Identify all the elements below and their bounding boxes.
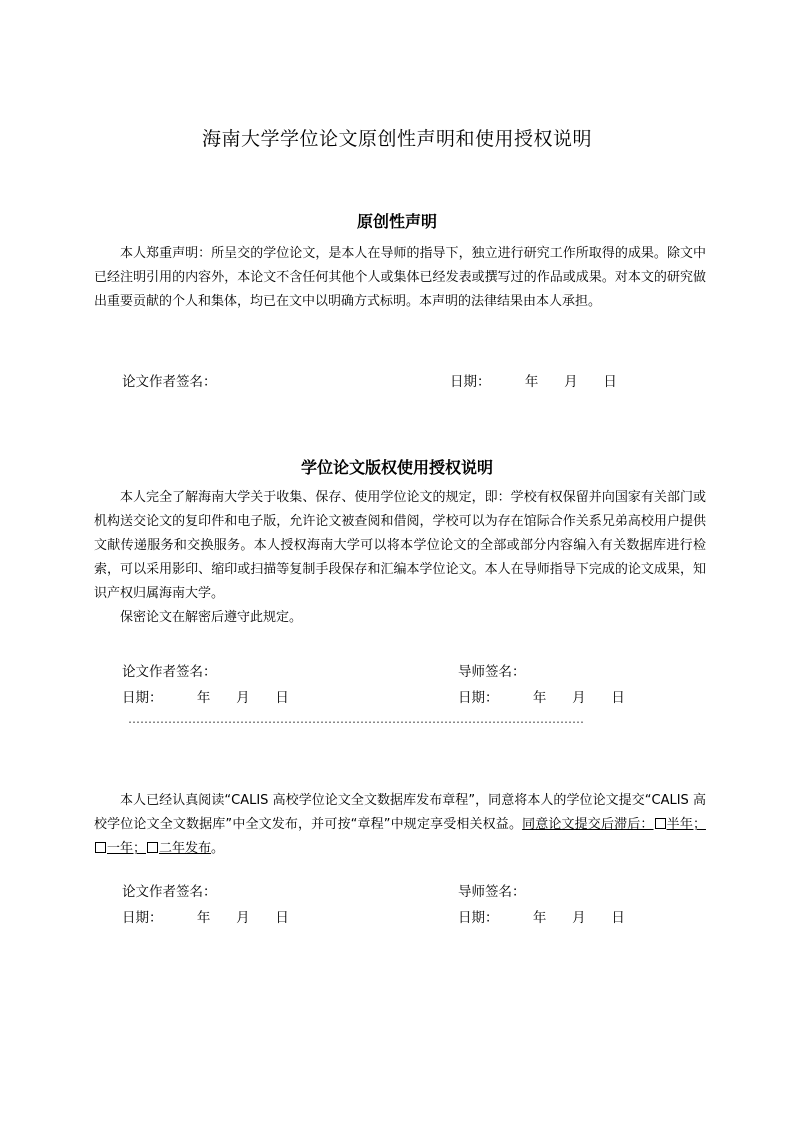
advisor-signature-label: 导师签名： <box>458 884 526 900</box>
option-one-year-label: 一年； <box>107 841 147 856</box>
author-signature-label: 论文作者签名： <box>122 884 217 900</box>
option-half-year-label: 半年； <box>666 817 706 832</box>
author-signature-label: 论文作者签名： <box>122 374 217 390</box>
document-title: 海南大学学位论文原创性声明和使用授权说明 <box>201 128 592 150</box>
advisor-date-line: 日期： 年 月 日 <box>458 690 625 706</box>
option-one-year-checkbox[interactable] <box>95 842 106 853</box>
advisor-signature-label: 导师签名： <box>458 664 526 680</box>
author-date-line: 日期： 年 月 日 <box>122 910 289 926</box>
confidential-note: 保密论文在解密后遵守此规定。 <box>120 610 303 625</box>
authorization-paragraph <box>94 486 706 630</box>
author-signature-label: 论文作者签名： <box>122 664 217 680</box>
originality-heading: 原创性声明 <box>356 212 437 231</box>
calis-end: 。 <box>211 841 225 856</box>
originality-paragraph <box>94 242 706 314</box>
author-date-line: 日期： 年 月 日 <box>122 690 289 706</box>
option-half-year-checkbox[interactable] <box>655 818 666 829</box>
divider-dots: …………………………………………………………………………………………………… <box>128 712 584 726</box>
advisor-date-line: 日期： 年 月 日 <box>458 910 625 926</box>
authorization-text: 本人完全了解海南大学关于收集、保存、使用学位论文的规定，即：学校有权保留并向国家有关部门或机构送交论文的复印件和电子版，允许论文被查阅和借阅，学校可以为存在馆际合作关系兄弟高校用户提供文献传递服务和交换服务。本人授权海南大学可以将本学位论文的全部或部分内容编入有关数据库进行检索，可以采用影印、缩印或扫描等复制手段保存和汇编本学位论文。本人在导师指导下完成的论文成果，知识产权归属海南大学。 <box>94 490 706 601</box>
option-two-year-checkbox[interactable] <box>147 842 158 853</box>
calis-text: 本人已经认真阅读“CALIS 高校学位论文全文数据库发布章程”，同意将本人的学位论文提交“CALIS 高校学位论文全文数据库”中全文发布，并可按“章程”中规定享受相关权益。 <box>94 793 706 832</box>
delay-label: 同意论文提交后滞后： <box>522 817 654 832</box>
option-two-year-label: 二年发布 <box>159 841 212 856</box>
calis-paragraph <box>94 789 706 861</box>
date-line: 日期： 年 月 日 <box>450 374 617 390</box>
originality-text: 本人郑重声明：所呈交的学位论文，是本人在导师的指导下，独立进行研究工作所取得的成果。除文中已经注明引用的内容外，本论文不含任何其他个人或集体已经发表或撰写过的作品或成果。对本文的研究做出重要贡献的个人和集体，均已在文中以明确方式标明。本声明的法律结果由本人承担。 <box>94 246 706 309</box>
authorization-heading: 学位论文版权使用授权说明 <box>300 458 493 477</box>
